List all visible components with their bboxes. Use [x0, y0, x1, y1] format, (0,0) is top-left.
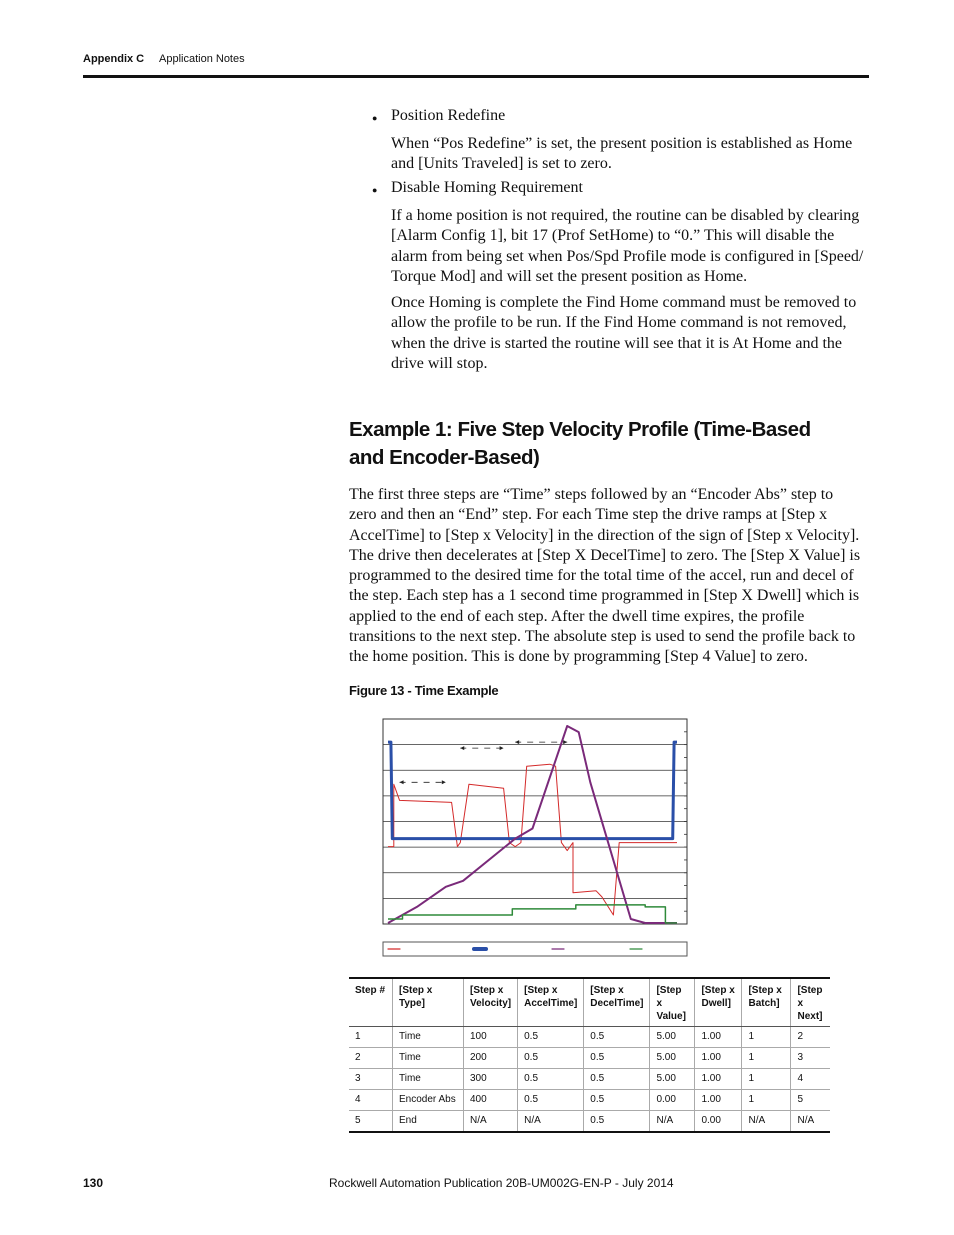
table-cell: 1 [742, 1090, 791, 1111]
table-cell: 1 [742, 1048, 791, 1069]
table-row [349, 1027, 830, 1048]
table-cell: 0.5 [518, 1027, 584, 1048]
table-header-cell: [Step x Value] [650, 978, 695, 1027]
table-cell: N/A [742, 1111, 791, 1133]
table-row [349, 1090, 830, 1111]
bullet-dot: ● [372, 113, 378, 123]
table-cell: Encoder Abs [393, 1090, 464, 1111]
table-row [349, 1048, 830, 1069]
figure-caption: Figure 13 - Time Example [349, 683, 499, 698]
table-cell: N/A [464, 1111, 518, 1133]
table-cell: 5 [349, 1111, 393, 1133]
table-cell: 1.00 [695, 1048, 742, 1069]
table-cell: 4 [349, 1090, 393, 1111]
bullet-paragraph: If a home position is not required, the routine can be disabled by clearing [Alarm Config 1], bit 17 (Prof SetHome) to “0.” This will disable the alarm from being set when Pos/Spd Profile mode is configured in [Speed/ Torque Mod] and will set the present position as Home. [391, 207, 864, 285]
table-cell: 0.5 [584, 1069, 650, 1090]
time-example-chart [380, 716, 692, 962]
table-cell: 1.00 [695, 1090, 742, 1111]
table-cell: 5.00 [650, 1048, 695, 1069]
table-header-cell: [Step x DecelTime] [584, 978, 650, 1027]
table-cell: 200 [464, 1048, 518, 1069]
table-cell: 100 [464, 1027, 518, 1048]
table-header-cell: [Step x Velocity] [464, 978, 518, 1027]
table-cell: 1 [349, 1027, 393, 1048]
table-header-cell: Step # [349, 978, 393, 1027]
table-cell: 0.5 [584, 1048, 650, 1069]
table-cell: 4 [791, 1069, 830, 1090]
table-body [349, 1027, 830, 1133]
table-cell: 0.5 [584, 1027, 650, 1048]
bullet-paragraph: Once Homing is complete the Find Home command must be removed to allow the profile to be run. If the Find Home command is not removed, when the drive is started the routine will see that it is At Home and the drive will stop. [391, 294, 857, 372]
table-cell: Time [393, 1048, 464, 1069]
table-header-cell: [Step x Next] [791, 978, 830, 1027]
header-title: Application Notes [159, 53, 245, 65]
table-cell: 1.00 [695, 1069, 742, 1090]
page-header [83, 53, 869, 77]
table-cell: 1.00 [695, 1027, 742, 1048]
table-cell: 2 [791, 1027, 830, 1048]
section-heading: Example 1: Five Step Velocity Profile (Time-Based and Encoder-Based) [349, 418, 811, 469]
table-cell: 400 [464, 1090, 518, 1111]
publication-info: Rockwell Automation Publication 20B-UM002G-EN-P - July 2014 [329, 1176, 674, 1190]
table-cell: Time [393, 1069, 464, 1090]
table-cell: N/A [518, 1111, 584, 1133]
table-header-cell: [Step x AccelTime] [518, 978, 584, 1027]
table-cell: 0.5 [518, 1048, 584, 1069]
table-cell: 3 [349, 1069, 393, 1090]
bullet-paragraph: When “Pos Redefine” is set, the present position is established as Home and [Units Traveled] is set to zero. [391, 135, 853, 173]
table-cell: End [393, 1111, 464, 1133]
page-number: 130 [83, 1176, 104, 1190]
step-parameters-table [349, 977, 830, 1133]
table-cell: Time [393, 1027, 464, 1048]
table-cell: 1 [742, 1069, 791, 1090]
bullet-heading-position-redefine: Position Redefine [391, 107, 506, 124]
table-cell: 0.00 [650, 1090, 695, 1111]
table-header-cell: [Step x Type] [393, 978, 464, 1027]
bullet-heading-disable-homing: Disable Homing Requirement [391, 179, 583, 196]
example-body: The first three steps are “Time” steps followed by an “Encoder Abs” step to zero and then an “End” step. For each Time step the drive ramps at [Step x AccelTime] to [Step x Velocity] in the direction of the sign of [Step x Velocity]. The drive then decelerates at [Step X DecelTime] to zero. The [Step X Value] is programmed to the desired time for the total time of the accel, run and decel of the step. Each step has a 1 second time programmed in [Step X Dwell] which is applied to the end of each step. After the dwell time expires, the profile transitions to the next step. The absolute step is used to send the profile back to the home position. This is done by programming [Step 4 Value] to zero. [349, 486, 861, 666]
table-cell: 1 [742, 1027, 791, 1048]
table-row [349, 1111, 830, 1133]
table-cell: 5.00 [650, 1027, 695, 1048]
table-cell: 5 [791, 1090, 830, 1111]
table-header-row [349, 978, 830, 1027]
bullet-dot: ● [372, 185, 378, 195]
header-section: Appendix C [83, 53, 145, 65]
table-cell: 5.00 [650, 1069, 695, 1090]
table-cell: 3 [791, 1048, 830, 1069]
table-cell: N/A [650, 1111, 695, 1133]
header-rule [83, 75, 869, 78]
table-cell: 0.00 [695, 1111, 742, 1133]
table-row [349, 1069, 830, 1090]
table-header-cell: [Step x Batch] [742, 978, 791, 1027]
table-cell: N/A [791, 1111, 830, 1133]
table-cell: 0.5 [584, 1090, 650, 1111]
table-cell: 2 [349, 1048, 393, 1069]
table-cell: 0.5 [584, 1111, 650, 1133]
table-header-cell: [Step x Dwell] [695, 978, 742, 1027]
table-cell: 0.5 [518, 1090, 584, 1111]
table-cell: 0.5 [518, 1069, 584, 1090]
table-cell: 300 [464, 1069, 518, 1090]
